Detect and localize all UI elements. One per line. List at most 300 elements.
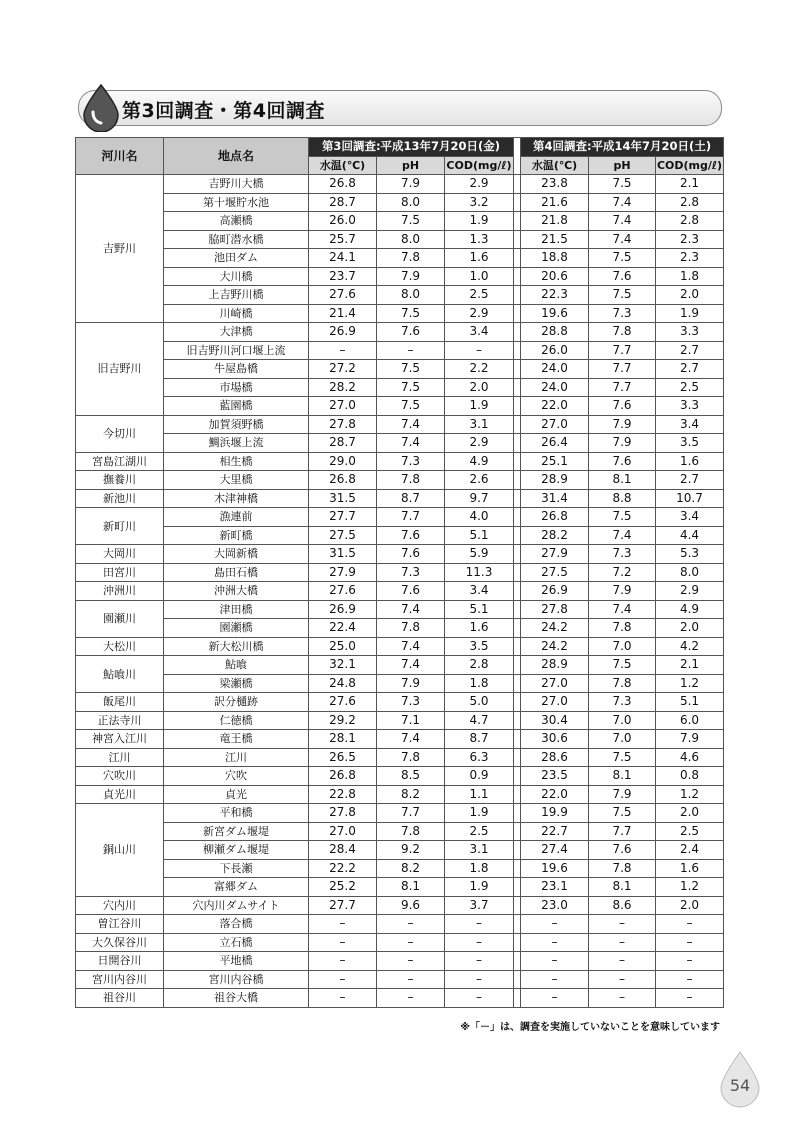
- column-gap: [514, 508, 521, 527]
- footnote: ※「－」は、調査を実施していないことを意味しています: [460, 1022, 720, 1033]
- value-cell-p3: 7.6: [377, 545, 445, 564]
- value-cell-p4: 8.1: [589, 471, 656, 490]
- value-cell-c3: 1.8: [445, 674, 514, 693]
- table-row: [76, 397, 724, 416]
- column-gap: [514, 452, 521, 471]
- value-cell-p4: 7.9: [589, 582, 656, 601]
- column-gap: [514, 304, 521, 323]
- value-cell-t3: 28.7: [309, 434, 377, 453]
- column-gap: [514, 730, 521, 749]
- value-cell-t4: 30.4: [521, 711, 589, 730]
- value-cell-p3: 7.8: [377, 249, 445, 268]
- value-cell-c3: 1.6: [445, 249, 514, 268]
- value-cell-t4: 28.9: [521, 471, 589, 490]
- value-cell-c4: 2.0: [656, 804, 724, 823]
- point-name-cell: 新大松川橋: [164, 637, 309, 656]
- river-name-cell: 新池川: [76, 489, 164, 508]
- value-cell-p3: 7.4: [377, 637, 445, 656]
- value-cell-t3: 27.0: [309, 397, 377, 416]
- point-name-cell: 鮎喰: [164, 656, 309, 675]
- value-cell-t3: 27.7: [309, 508, 377, 527]
- water-drop-icon: [76, 82, 126, 132]
- value-cell-p4: 7.6: [589, 452, 656, 471]
- point-name-cell: 仁徳橋: [164, 711, 309, 730]
- value-cell-t4: 27.8: [521, 600, 589, 619]
- table-row: [76, 711, 724, 730]
- river-name-cell: 穴吹川: [76, 767, 164, 786]
- value-cell-t3: 26.8: [309, 767, 377, 786]
- point-name-cell: 大津橋: [164, 323, 309, 342]
- value-cell-c3: 2.9: [445, 175, 514, 194]
- value-cell-c3: –: [445, 952, 514, 971]
- table-row: [76, 970, 724, 989]
- point-name-cell: 加賀須野橋: [164, 415, 309, 434]
- value-cell-c4: 2.7: [656, 341, 724, 360]
- table-row: [76, 249, 724, 268]
- value-cell-c3: 1.6: [445, 619, 514, 638]
- table-row: [76, 434, 724, 453]
- value-cell-p3: 7.4: [377, 656, 445, 675]
- column-gap: [514, 378, 521, 397]
- column-gap: [514, 212, 521, 231]
- value-cell-c4: 8.0: [656, 563, 724, 582]
- value-cell-p3: –: [377, 989, 445, 1008]
- table-row: [76, 341, 724, 360]
- value-cell-p4: 7.4: [589, 230, 656, 249]
- page-title: 第3回調査・第4回調査: [122, 100, 325, 122]
- river-name-cell: 曽江谷川: [76, 915, 164, 934]
- value-cell-t3: –: [309, 970, 377, 989]
- table-row: [76, 785, 724, 804]
- value-cell-p4: –: [589, 952, 656, 971]
- value-cell-t3: 27.0: [309, 822, 377, 841]
- value-cell-p4: 7.6: [589, 397, 656, 416]
- value-cell-t4: 26.8: [521, 508, 589, 527]
- value-cell-t4: 22.7: [521, 822, 589, 841]
- river-name-cell: 正法寺川: [76, 711, 164, 730]
- value-cell-t4: 22.0: [521, 397, 589, 416]
- value-cell-p4: 7.5: [589, 508, 656, 527]
- value-cell-t4: 28.6: [521, 748, 589, 767]
- value-cell-t3: 22.4: [309, 619, 377, 638]
- value-cell-c4: 4.4: [656, 526, 724, 545]
- point-name-cell: 高瀬橋: [164, 212, 309, 231]
- column-gap: [514, 619, 521, 638]
- table-row: [76, 952, 724, 971]
- value-cell-c3: 4.0: [445, 508, 514, 527]
- value-cell-p3: 9.2: [377, 841, 445, 860]
- point-name-cell: 島田石橋: [164, 563, 309, 582]
- column-gap: [514, 767, 521, 786]
- value-cell-p4: 7.0: [589, 637, 656, 656]
- point-name-cell: 藍園橋: [164, 397, 309, 416]
- value-cell-p3: 8.5: [377, 767, 445, 786]
- value-cell-t3: 26.8: [309, 175, 377, 194]
- value-cell-p3: 7.5: [377, 397, 445, 416]
- value-cell-t4: 20.6: [521, 267, 589, 286]
- value-cell-p3: 7.3: [377, 693, 445, 712]
- value-cell-c3: 3.4: [445, 323, 514, 342]
- value-cell-c4: 3.3: [656, 397, 724, 416]
- river-name-cell: 園瀬川: [76, 600, 164, 637]
- value-cell-t3: 26.5: [309, 748, 377, 767]
- value-cell-p4: 7.0: [589, 730, 656, 749]
- value-cell-t4: 23.5: [521, 767, 589, 786]
- river-name-cell: 鮎喰川: [76, 656, 164, 693]
- river-name-cell: 日開谷川: [76, 952, 164, 971]
- value-cell-c3: –: [445, 970, 514, 989]
- river-name-cell: 沖洲川: [76, 582, 164, 601]
- value-cell-p4: 8.8: [589, 489, 656, 508]
- value-cell-t3: 28.7: [309, 193, 377, 212]
- value-cell-c3: 3.1: [445, 415, 514, 434]
- value-cell-c4: 5.3: [656, 545, 724, 564]
- value-cell-t4: 23.0: [521, 896, 589, 915]
- value-cell-p3: 8.2: [377, 859, 445, 878]
- value-cell-t3: 25.7: [309, 230, 377, 249]
- value-cell-p4: 7.9: [589, 434, 656, 453]
- sub-header-cod: COD(mg/ℓ): [445, 156, 514, 175]
- value-cell-t4: 28.2: [521, 526, 589, 545]
- column-gap: [514, 138, 521, 175]
- river-name-cell: 旧吉野川: [76, 323, 164, 416]
- column-gap: [514, 582, 521, 601]
- value-cell-c4: 10.7: [656, 489, 724, 508]
- value-cell-p4: 7.5: [589, 175, 656, 194]
- value-cell-t4: 27.4: [521, 841, 589, 860]
- value-cell-p4: 8.1: [589, 767, 656, 786]
- point-name-cell: 吉野川大橋: [164, 175, 309, 194]
- table-row: [76, 563, 724, 582]
- point-name-cell: 落合橋: [164, 915, 309, 934]
- value-cell-p3: 7.4: [377, 600, 445, 619]
- value-cell-c3: 3.1: [445, 841, 514, 860]
- column-gap: [514, 748, 521, 767]
- point-name-cell: 牛屋島橋: [164, 360, 309, 379]
- value-cell-c4: 2.3: [656, 249, 724, 268]
- value-cell-t3: 32.1: [309, 656, 377, 675]
- value-cell-c4: 3.4: [656, 415, 724, 434]
- value-cell-p4: 7.3: [589, 693, 656, 712]
- value-cell-c3: 2.6: [445, 471, 514, 490]
- column-gap: [514, 785, 521, 804]
- column-gap: [514, 637, 521, 656]
- value-cell-p4: –: [589, 970, 656, 989]
- column-gap: [514, 286, 521, 305]
- point-name-cell: 平地橋: [164, 952, 309, 971]
- value-cell-t4: 23.1: [521, 878, 589, 897]
- value-cell-t3: –: [309, 933, 377, 952]
- table-row: [76, 767, 724, 786]
- value-cell-t4: 23.8: [521, 175, 589, 194]
- value-cell-c4: 3.4: [656, 508, 724, 527]
- table-row: [76, 452, 724, 471]
- value-cell-p4: 7.5: [589, 286, 656, 305]
- table-row: [76, 896, 724, 915]
- value-cell-c3: –: [445, 341, 514, 360]
- value-cell-t3: 28.4: [309, 841, 377, 860]
- table-row: [76, 286, 724, 305]
- value-cell-t4: 26.0: [521, 341, 589, 360]
- point-name-cell: 川崎橋: [164, 304, 309, 323]
- value-cell-t4: 21.6: [521, 193, 589, 212]
- value-cell-p3: 7.8: [377, 619, 445, 638]
- value-cell-p4: 7.5: [589, 656, 656, 675]
- point-name-cell: 穴内川ダムサイト: [164, 896, 309, 915]
- value-cell-c4: 0.8: [656, 767, 724, 786]
- point-name-cell: 池田ダム: [164, 249, 309, 268]
- value-cell-t3: 24.1: [309, 249, 377, 268]
- table-body: [76, 175, 724, 1008]
- value-cell-p3: 7.8: [377, 822, 445, 841]
- value-cell-c4: –: [656, 915, 724, 934]
- header-survey-3: 第3回調査:平成13年7月20日(金): [309, 138, 514, 157]
- value-cell-c3: 4.9: [445, 452, 514, 471]
- column-gap: [514, 545, 521, 564]
- sub-header-temp: 水温(℃): [521, 156, 589, 175]
- point-name-cell: 貞光: [164, 785, 309, 804]
- table-row: [76, 304, 724, 323]
- header-river: 河川名: [76, 138, 164, 175]
- point-name-cell: 下長瀬: [164, 859, 309, 878]
- column-gap: [514, 693, 521, 712]
- value-cell-p3: 7.4: [377, 730, 445, 749]
- value-cell-p3: 7.7: [377, 804, 445, 823]
- point-name-cell: 第十堰貯水池: [164, 193, 309, 212]
- value-cell-t3: –: [309, 952, 377, 971]
- point-name-cell: 脇町潜水橋: [164, 230, 309, 249]
- river-name-cell: 江川: [76, 748, 164, 767]
- value-cell-p3: –: [377, 952, 445, 971]
- point-name-cell: 旧吉野川河口堰上流: [164, 341, 309, 360]
- river-name-cell: 銅山川: [76, 804, 164, 897]
- point-name-cell: 鯛浜堰上流: [164, 434, 309, 453]
- value-cell-c3: 3.5: [445, 637, 514, 656]
- value-cell-p3: 8.0: [377, 193, 445, 212]
- value-cell-p4: 7.9: [589, 785, 656, 804]
- value-cell-c4: 2.5: [656, 378, 724, 397]
- table-row: [76, 989, 724, 1008]
- value-cell-p3: 7.5: [377, 360, 445, 379]
- river-name-cell: 撫養川: [76, 471, 164, 490]
- value-cell-c3: 3.7: [445, 896, 514, 915]
- value-cell-p4: 8.6: [589, 896, 656, 915]
- value-cell-c4: 2.7: [656, 471, 724, 490]
- value-cell-c3: 2.5: [445, 822, 514, 841]
- value-cell-c3: 3.2: [445, 193, 514, 212]
- value-cell-t4: 24.2: [521, 637, 589, 656]
- value-cell-c3: 1.9: [445, 804, 514, 823]
- value-cell-c4: 6.0: [656, 711, 724, 730]
- table-row: [76, 267, 724, 286]
- value-cell-c3: 9.7: [445, 489, 514, 508]
- value-cell-p4: 7.3: [589, 545, 656, 564]
- value-cell-p3: 7.5: [377, 378, 445, 397]
- value-cell-p3: –: [377, 341, 445, 360]
- value-cell-p3: 7.9: [377, 267, 445, 286]
- column-gap: [514, 323, 521, 342]
- value-cell-c4: –: [656, 989, 724, 1008]
- point-name-cell: 沖洲大橋: [164, 582, 309, 601]
- value-cell-p4: 7.4: [589, 526, 656, 545]
- value-cell-t3: 22.8: [309, 785, 377, 804]
- column-gap: [514, 175, 521, 194]
- value-cell-t3: –: [309, 915, 377, 934]
- value-cell-p3: 7.6: [377, 323, 445, 342]
- value-cell-t3: –: [309, 989, 377, 1008]
- value-cell-c4: 3.3: [656, 323, 724, 342]
- page-number: 54: [729, 1076, 751, 1095]
- point-name-cell: 平和橋: [164, 804, 309, 823]
- value-cell-t3: 27.6: [309, 693, 377, 712]
- value-cell-c3: 5.1: [445, 526, 514, 545]
- value-cell-p3: 7.6: [377, 526, 445, 545]
- value-cell-t4: 28.9: [521, 656, 589, 675]
- value-cell-p3: 7.4: [377, 434, 445, 453]
- value-cell-c4: 2.1: [656, 656, 724, 675]
- value-cell-c3: 4.7: [445, 711, 514, 730]
- value-cell-t4: –: [521, 970, 589, 989]
- column-gap: [514, 933, 521, 952]
- value-cell-p4: 7.6: [589, 267, 656, 286]
- value-cell-t3: 21.4: [309, 304, 377, 323]
- value-cell-t3: 25.2: [309, 878, 377, 897]
- value-cell-c4: 2.7: [656, 360, 724, 379]
- river-name-cell: 祖谷川: [76, 989, 164, 1008]
- value-cell-t3: 27.8: [309, 415, 377, 434]
- value-cell-p3: 7.5: [377, 212, 445, 231]
- column-gap: [514, 267, 521, 286]
- value-cell-c3: 2.8: [445, 656, 514, 675]
- value-cell-c3: –: [445, 933, 514, 952]
- value-cell-c4: 2.1: [656, 175, 724, 194]
- table-row: [76, 230, 724, 249]
- value-cell-c4: 4.2: [656, 637, 724, 656]
- point-name-cell: 江川: [164, 748, 309, 767]
- value-cell-t4: 19.6: [521, 304, 589, 323]
- value-cell-t4: 28.8: [521, 323, 589, 342]
- point-name-cell: 津田橋: [164, 600, 309, 619]
- value-cell-t3: 28.2: [309, 378, 377, 397]
- point-name-cell: 訳分樋跡: [164, 693, 309, 712]
- value-cell-p4: 7.4: [589, 193, 656, 212]
- sub-header-cod: COD(mg/ℓ): [656, 156, 724, 175]
- value-cell-p4: 7.4: [589, 212, 656, 231]
- value-cell-p4: 7.7: [589, 822, 656, 841]
- value-cell-c4: 2.0: [656, 619, 724, 638]
- value-cell-c3: 8.7: [445, 730, 514, 749]
- column-gap: [514, 249, 521, 268]
- river-name-cell: 大久保谷川: [76, 933, 164, 952]
- column-gap: [514, 341, 521, 360]
- value-cell-c4: 1.6: [656, 452, 724, 471]
- value-cell-t3: 27.6: [309, 582, 377, 601]
- value-cell-p4: 7.8: [589, 619, 656, 638]
- value-cell-p4: 7.8: [589, 859, 656, 878]
- value-cell-c3: 1.8: [445, 859, 514, 878]
- table-row: [76, 619, 724, 638]
- value-cell-p3: 7.5: [377, 304, 445, 323]
- value-cell-p3: 7.3: [377, 452, 445, 471]
- value-cell-t4: 24.2: [521, 619, 589, 638]
- value-cell-c3: 11.3: [445, 563, 514, 582]
- value-cell-c3: –: [445, 989, 514, 1008]
- column-gap: [514, 563, 521, 582]
- value-cell-t3: 26.8: [309, 471, 377, 490]
- table-row: [76, 175, 724, 194]
- column-gap: [514, 360, 521, 379]
- table-row: [76, 915, 724, 934]
- river-name-cell: 大松川: [76, 637, 164, 656]
- table-row: [76, 841, 724, 860]
- value-cell-p4: 7.6: [589, 841, 656, 860]
- value-cell-p3: 7.7: [377, 508, 445, 527]
- value-cell-p3: 8.0: [377, 286, 445, 305]
- value-cell-t4: –: [521, 989, 589, 1008]
- column-gap: [514, 230, 521, 249]
- value-cell-p3: 7.3: [377, 563, 445, 582]
- sub-header-ph: pH: [377, 156, 445, 175]
- value-cell-t3: 26.9: [309, 323, 377, 342]
- point-name-cell: 大岡新橋: [164, 545, 309, 564]
- column-gap: [514, 822, 521, 841]
- value-cell-c4: 2.8: [656, 212, 724, 231]
- value-cell-p3: 7.9: [377, 674, 445, 693]
- value-cell-p3: 8.7: [377, 489, 445, 508]
- column-gap: [514, 471, 521, 490]
- value-cell-t3: 31.5: [309, 545, 377, 564]
- value-cell-p3: 9.6: [377, 896, 445, 915]
- column-gap: [514, 915, 521, 934]
- column-gap: [514, 859, 521, 878]
- value-cell-p4: –: [589, 933, 656, 952]
- column-gap: [514, 526, 521, 545]
- value-cell-t3: –: [309, 341, 377, 360]
- value-cell-c3: 1.9: [445, 878, 514, 897]
- table-row: [76, 878, 724, 897]
- value-cell-c4: 2.5: [656, 822, 724, 841]
- river-name-cell: 大岡川: [76, 545, 164, 564]
- table-row: [76, 933, 724, 952]
- table-row: [76, 360, 724, 379]
- sub-header-temp: 水温(℃): [309, 156, 377, 175]
- point-name-cell: 大里橋: [164, 471, 309, 490]
- table-row: [76, 471, 724, 490]
- value-cell-p4: 8.1: [589, 878, 656, 897]
- point-name-cell: 市場橋: [164, 378, 309, 397]
- point-name-cell: 宮川内谷橋: [164, 970, 309, 989]
- value-cell-c3: 2.5: [445, 286, 514, 305]
- value-cell-c3: –: [445, 915, 514, 934]
- value-cell-p3: –: [377, 915, 445, 934]
- value-cell-p3: 7.8: [377, 471, 445, 490]
- point-name-cell: 穴吹: [164, 767, 309, 786]
- value-cell-c4: –: [656, 970, 724, 989]
- column-gap: [514, 804, 521, 823]
- value-cell-p3: 8.0: [377, 230, 445, 249]
- point-name-cell: 柳瀬ダム堰堤: [164, 841, 309, 860]
- point-name-cell: 新町橋: [164, 526, 309, 545]
- river-name-cell: 宮川内谷川: [76, 970, 164, 989]
- value-cell-p4: 7.0: [589, 711, 656, 730]
- value-cell-c3: 2.9: [445, 304, 514, 323]
- value-cell-c3: 0.9: [445, 767, 514, 786]
- table-row: [76, 508, 724, 527]
- point-name-cell: 竜王橋: [164, 730, 309, 749]
- value-cell-t4: 22.0: [521, 785, 589, 804]
- value-cell-p4: 7.7: [589, 360, 656, 379]
- river-name-cell: 貞光川: [76, 785, 164, 804]
